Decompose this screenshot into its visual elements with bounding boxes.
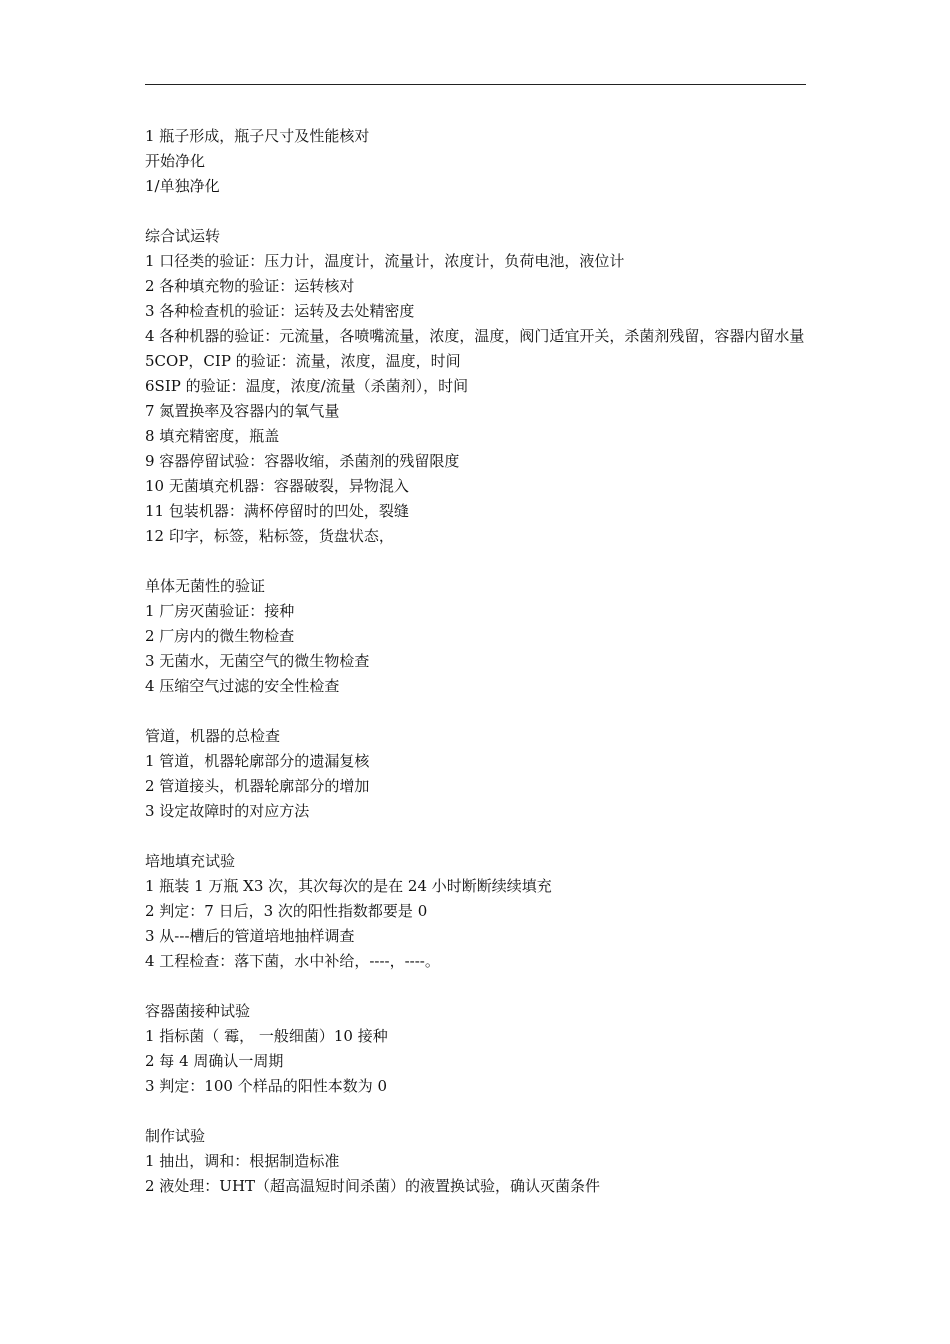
section-sterility-verification <box>145 574 813 699</box>
section-intro <box>145 124 813 199</box>
section-heading: 单体无菌性的验证 <box>145 577 266 595</box>
text-line: 2 液处理：UHT（超高温短时间杀菌）的液置换试验，确认灭菌条件 <box>145 1177 601 1195</box>
blank-line <box>145 699 813 724</box>
section-production-test <box>145 1124 813 1199</box>
text-line: 1 瓶子形成，瓶子尺寸及性能核对 <box>145 127 370 145</box>
text-line: 1 口径类的验证：压力计，温度计，流量计，浓度计，负荷电池，液位计 <box>145 252 625 270</box>
header-rule <box>145 84 806 85</box>
section-heading: 容器菌接种试验 <box>145 1002 251 1020</box>
text-line: 9 容器停留试验：容器收缩，杀菌剂的残留限度 <box>145 452 460 470</box>
text-line: 6SIP 的验证：温度，浓度/流量（杀菌剂），时间 <box>145 377 469 395</box>
text-line: 2 厂房内的微生物检查 <box>145 627 295 645</box>
text-line: 7 氮置换率及容器内的氧气量 <box>145 402 340 420</box>
text-line: 2 每 4 周确认一周期 <box>145 1052 284 1070</box>
text-line: 1/单独净化 <box>145 177 220 195</box>
text-line: 12 印字，标签，粘标签，货盘状态， <box>145 527 394 545</box>
text-line: 开始净化 <box>145 152 206 170</box>
text-line: 3 从---槽后的管道培地抽样调查 <box>145 927 355 945</box>
text-line: 1 管道，机器轮廓部分的遗漏复核 <box>145 752 370 770</box>
section-pipe-machine-inspection <box>145 724 813 824</box>
section-media-fill-test <box>145 849 813 974</box>
text-line: 11 包装机器：满杯停留时的凹处，裂缝 <box>145 502 409 520</box>
section-container-inoculation-test <box>145 999 813 1099</box>
blank-line <box>145 549 813 574</box>
text-line: 2 管道接头，机器轮廓部分的增加 <box>145 777 370 795</box>
text-line: 3 判定：100 个样品的阳性本数为 0 <box>145 1077 388 1095</box>
text-line: 4 压缩空气过滤的安全性检查 <box>145 677 340 695</box>
text-line: 10 无菌填充机器：容器破裂，异物混入 <box>145 477 409 495</box>
document-body <box>145 124 813 1199</box>
text-line: 8 填充精密度，瓶盖 <box>145 427 280 445</box>
text-line: 3 各种检查机的验证：运转及去处精密度 <box>145 302 415 320</box>
text-line: 4 工程检查：落下菌，水中补给，----，----。 <box>145 952 440 970</box>
text-line: 1 瓶装 1 万瓶 X3 次，其次每次的是在 24 小时断断续续填充 <box>145 877 552 895</box>
blank-line <box>145 974 813 999</box>
text-line: 2 各种填充物的验证：运转核对 <box>145 277 355 295</box>
text-line: 5COP，CIP 的验证：流量，浓度，温度，时间 <box>145 352 461 370</box>
text-line: 2 判定：7 日后，3 次的阳性指数都要是 0 <box>145 902 428 920</box>
blank-line <box>145 199 813 224</box>
section-heading: 综合试运转 <box>145 227 221 245</box>
section-heading: 培地填充试验 <box>145 852 236 870</box>
text-line: 3 无菌水，无菌空气的微生物检查 <box>145 652 370 670</box>
blank-line <box>145 1099 813 1124</box>
text-line: 1 指标菌（ 霉， 一般细菌）10 接种 <box>145 1027 388 1045</box>
text-line: 4 各种机器的验证：元流量，各喷嘴流量，浓度，温度，阀门适宜开关，杀菌剂残留，容器内留水量 <box>145 327 805 345</box>
blank-line <box>145 824 813 849</box>
text-line: 1 抽出，调和：根据制造标准 <box>145 1152 340 1170</box>
section-comprehensive-test-run <box>145 224 813 549</box>
text-line: 1 厂房灭菌验证：接种 <box>145 602 295 620</box>
text-line: 3 设定故障时的对应方法 <box>145 802 310 820</box>
section-heading: 管道，机器的总检查 <box>145 727 281 745</box>
section-heading: 制作试验 <box>145 1127 206 1145</box>
